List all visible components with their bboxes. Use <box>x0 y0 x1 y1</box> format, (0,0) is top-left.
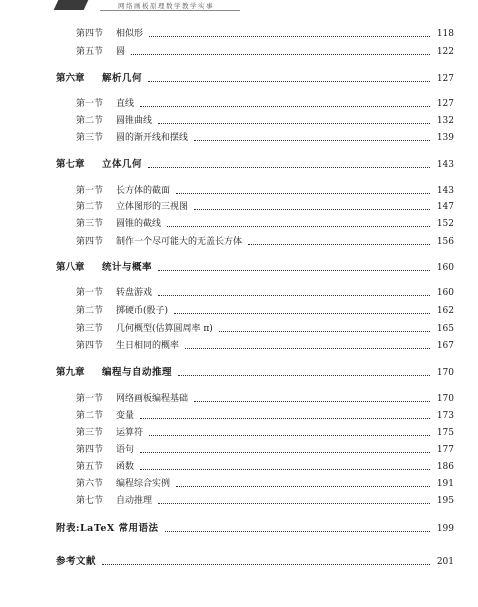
entry-title: 直线 <box>116 99 135 109</box>
entry-title: 几何概型(估算圆周率 π) <box>116 324 213 334</box>
entry-title: 参考文献 <box>56 556 97 567</box>
entry-number: 第六节 <box>76 479 104 489</box>
toc-chapter-entry <box>0 521 478 537</box>
toc-chapter-entry <box>0 71 478 87</box>
dot-leader <box>149 35 430 37</box>
entry-title: 圆锥的截线 <box>116 219 162 229</box>
entry-title: 解析几何 <box>102 73 143 84</box>
entry-page-number: 147 <box>436 202 454 212</box>
entry-title: 网络画板编程基础 <box>116 394 189 404</box>
toc-section-entry <box>0 96 478 112</box>
dot-leader <box>194 400 430 402</box>
dot-leader <box>140 468 430 470</box>
entry-title: 统计与概率 <box>102 262 153 273</box>
entry-page-number: 173 <box>436 411 454 421</box>
entry-title: 运算符 <box>116 428 144 438</box>
entry-title: 圆的渐开线和摆线 <box>116 133 189 143</box>
entry-number: 第九章 <box>56 367 85 378</box>
toc-section-entry <box>0 321 478 337</box>
entry-number: 第七章 <box>56 159 85 170</box>
dot-leader <box>149 434 430 436</box>
dot-leader <box>140 451 430 453</box>
toc-section-entry <box>0 183 478 199</box>
toc-section-entry <box>0 216 478 232</box>
toc-section-entry <box>0 113 478 129</box>
entry-title: 掷硬币(骰子) <box>116 306 169 316</box>
entry-title: 长方体的截面 <box>116 186 171 196</box>
entry-page-number: 186 <box>436 462 454 472</box>
entry-number: 第四节 <box>76 237 104 247</box>
entry-page-number: 132 <box>436 116 454 126</box>
entry-title: 立体几何 <box>102 159 143 170</box>
dot-leader <box>158 122 430 124</box>
dot-leader <box>148 166 430 168</box>
entry-title: 制作一个尽可能大的无盖长方体 <box>116 237 243 247</box>
toc-chapter-entry <box>0 260 478 276</box>
toc-chapter-entry <box>0 157 478 173</box>
entry-page-number: 191 <box>436 479 454 489</box>
toc-section-entry <box>0 285 478 301</box>
toc-section-entry <box>0 234 478 250</box>
dot-leader <box>140 105 430 107</box>
dot-leader <box>185 347 430 349</box>
dot-leader <box>219 330 430 332</box>
entry-title: 语句 <box>116 445 135 455</box>
entry-number: 第四节 <box>76 445 104 455</box>
dot-leader <box>158 294 430 296</box>
entry-page-number: 143 <box>436 186 454 196</box>
entry-title: 编程与自动推理 <box>102 367 173 378</box>
entry-page-number: 139 <box>436 133 454 143</box>
dot-leader <box>131 53 430 55</box>
entry-title: 编程综合实例 <box>116 479 171 489</box>
entry-number: 第三节 <box>76 324 104 334</box>
dot-leader <box>165 530 430 532</box>
entry-number: 第八章 <box>56 262 85 273</box>
entry-number: 第二节 <box>76 116 104 126</box>
entry-title: 立体图形的三视图 <box>116 202 189 212</box>
entry-page-number: 160 <box>436 263 454 273</box>
toc-section-entry <box>0 476 478 492</box>
entry-title: 附表:LaTeX 常用语法 <box>56 523 159 534</box>
dot-leader <box>176 192 430 194</box>
entry-number: 第一节 <box>76 99 104 109</box>
entry-page-number: 143 <box>436 160 454 170</box>
entry-number: 第六章 <box>56 73 85 84</box>
toc-section-entry <box>0 199 478 215</box>
dot-leader <box>158 269 430 271</box>
entry-page-number: 162 <box>436 306 454 316</box>
header-text: 网络画板原理数学教学实事 <box>118 2 214 10</box>
entry-page-number: 170 <box>436 394 454 404</box>
entry-page-number: 127 <box>436 74 454 84</box>
dot-leader <box>148 80 430 82</box>
toc-section-entry <box>0 338 478 354</box>
entry-title: 转盘游戏 <box>116 288 153 298</box>
toc-section-entry <box>0 130 478 146</box>
entry-page-number: 195 <box>436 496 454 506</box>
entry-number: 第五节 <box>76 47 104 57</box>
entry-page-number: 118 <box>436 29 454 39</box>
toc-section-entry <box>0 425 478 441</box>
entry-title: 变量 <box>116 411 135 421</box>
entry-title: 函数 <box>116 462 135 472</box>
toc-section-entry <box>0 26 478 42</box>
toc-chapter-entry <box>0 365 478 381</box>
entry-number: 第五节 <box>76 462 104 472</box>
dot-leader <box>194 208 430 210</box>
dot-leader <box>176 485 430 487</box>
entry-page-number: 201 <box>436 557 454 567</box>
entry-number: 第三节 <box>76 219 104 229</box>
toc-section-entry <box>0 442 478 458</box>
entry-page-number: 156 <box>436 237 454 247</box>
entry-number: 第一节 <box>76 288 104 298</box>
toc-section-entry <box>0 391 478 407</box>
entry-number: 第四节 <box>76 29 104 39</box>
entry-page-number: 160 <box>436 288 454 298</box>
dot-leader <box>194 139 430 141</box>
entry-number: 第二节 <box>76 202 104 212</box>
entry-page-number: 167 <box>436 341 454 351</box>
toc-chapter-entry <box>0 554 478 570</box>
dot-leader <box>102 563 430 565</box>
dot-leader <box>178 374 430 376</box>
entry-number: 第二节 <box>76 411 104 421</box>
toc-section-entry <box>0 44 478 60</box>
toc-section-entry <box>0 408 478 424</box>
toc-section-entry <box>0 459 478 475</box>
entry-number: 第一节 <box>76 186 104 196</box>
dot-leader <box>140 417 430 419</box>
entry-page-number: 152 <box>436 219 454 229</box>
entry-title: 圆 <box>116 47 126 57</box>
entry-page-number: 175 <box>436 428 454 438</box>
entry-number: 第七节 <box>76 496 104 506</box>
toc-section-entry <box>0 303 478 319</box>
entry-page-number: 127 <box>436 99 454 109</box>
entry-page-number: 170 <box>436 368 454 378</box>
entry-title: 圆锥曲线 <box>116 116 153 126</box>
entry-title: 生日相同的概率 <box>116 341 180 351</box>
dot-leader <box>158 502 430 504</box>
dot-leader <box>248 243 430 245</box>
entry-page-number: 177 <box>436 445 454 455</box>
toc-section-entry <box>0 493 478 509</box>
entry-title: 自动推理 <box>116 496 153 506</box>
entry-page-number: 199 <box>436 524 454 534</box>
entry-number: 第三节 <box>76 133 104 143</box>
entry-number: 第二节 <box>76 306 104 316</box>
dot-leader <box>167 225 430 227</box>
entry-number: 第四节 <box>76 341 104 351</box>
entry-title: 相似形 <box>116 29 144 39</box>
entry-number: 第三节 <box>76 428 104 438</box>
entry-number: 第一节 <box>76 394 104 404</box>
entry-page-number: 165 <box>436 324 454 334</box>
dot-leader <box>174 312 430 314</box>
entry-page-number: 122 <box>436 47 454 57</box>
